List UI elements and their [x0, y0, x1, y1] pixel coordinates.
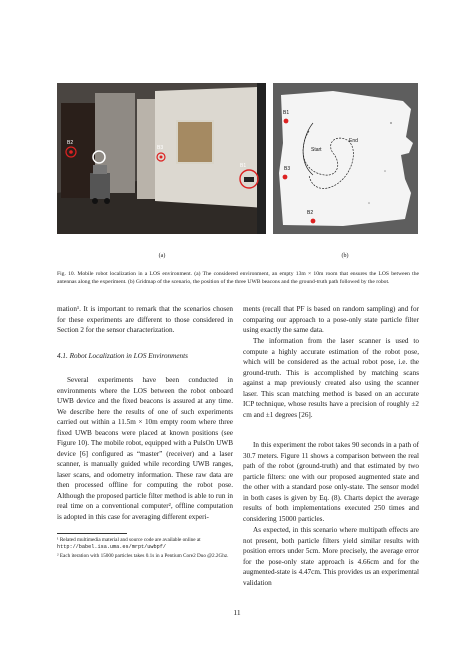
footnote-rule	[57, 533, 127, 534]
photo-beacon-label: B2	[67, 140, 74, 146]
map-label-start: Start	[311, 147, 322, 153]
page-number: 11	[233, 608, 241, 617]
right-paragraph-4: As expected, in this scenario where multipath effects are not present, both particle filters yield similar results with position errors under 5cm. More precisely, the average error for the pose-only state approach is 4.66cm and for the augmented-state is 4.47cm. This provides us an experimental validation	[243, 526, 419, 587]
figure-sublabel-a: (a)	[158, 253, 166, 259]
map-label-end: End	[349, 138, 358, 144]
footnote-1-text: ¹ Related multimedia material and source code are available online at	[57, 537, 201, 543]
room-photo-illustration	[57, 83, 266, 234]
footnote-2: ² Each iteration with 15000 particles takes 0.1s in a Pentium Core2 Duo @2.2Ghz.	[57, 553, 229, 559]
map-label-b2: B2	[307, 210, 314, 216]
left-paragraph-1: mation¹. It is important to remark that the scenarios chosen for these experiments are different to those considered in Section 2 for the sensor characterization.	[57, 305, 233, 334]
figure-10b-gridmap	[273, 83, 418, 234]
section-heading-text: 4.1. Robot Localization in LOS Environments	[57, 352, 188, 360]
section-heading	[57, 352, 233, 360]
footnote-1	[57, 537, 233, 551]
photo-beacon-label: B1	[240, 163, 247, 169]
left-paragraph-2: Several experiments have been conducted in environments where the LOS between the robot onboard UWB device and the fixed beacons is assured at any time. We describe here the results of one of such experiments carried out within a 11.5m × 10m empty room where three fixed UWB beacons were placed at known positions (see Figure 10). The mobile robot, equipped with a PulsOn UWB device [6] configured as “master” (receiver) and a laser scanner, is manually guided while recording UWB ranges, laser scans, and odometry information. These raw data are then processed offline for computing the robot pose. Although the proposed particle filter method is able to run in real time on a conventional computer², offline computation is adopted in this case for averaging different experi-	[57, 376, 233, 521]
right-paragraph-3: In this experiment the robot takes 90 seconds in a path of 30.7 meters. Figure 11 shows a comparison between the real path of the robot (ground-truth) and that estimated by two particle filters: one with our proposed augmented state and the other with a standard pose only-state. The sensor model in both cases is given by Eq. (8). Charts depict the average results of both implementations executed 250 times and considering 15000 particles.	[243, 441, 419, 523]
map-label-b3: B3	[284, 166, 291, 172]
right-paragraph-2: The information from the laser scanner is used to compute a highly accurate estimation of the robot pose, which will be considered as the actual robot pose, i.e. the ground-truth. This is accomplished by matching scans against a map previously created also using the scanner laser. This scan matching method is based on an accurate ICP technique, whose results have a precision of roughly ±2 cm and ±1 degrees [26].	[243, 337, 419, 419]
footnote-1-link[interactable]: http://babel.isa.uma.es/mrpt/uwbpf/	[57, 544, 166, 551]
map-label-b1: B1	[283, 110, 290, 116]
figure-sublabel-b: (b)	[341, 253, 349, 259]
photo-beacon-label: B3	[157, 145, 164, 151]
figure-10a-photo	[57, 83, 266, 234]
right-paragraph-1: ments (recall that PF is based on random sampling) and for comparing our approach to a pose-only state particle filter using exactly the same data.	[243, 305, 419, 334]
gridmap-illustration	[273, 83, 418, 234]
figure-caption: Fig. 10. Mobile robot localization in a LOS environment. (a) The considered environment, an empty 13m × 10m room that ensures the LOS between the antennas along the experiment. (b) Gridmap of the scenario, the position of the three UWB beacons and the ground-truth path followed by the robot.	[57, 271, 419, 285]
